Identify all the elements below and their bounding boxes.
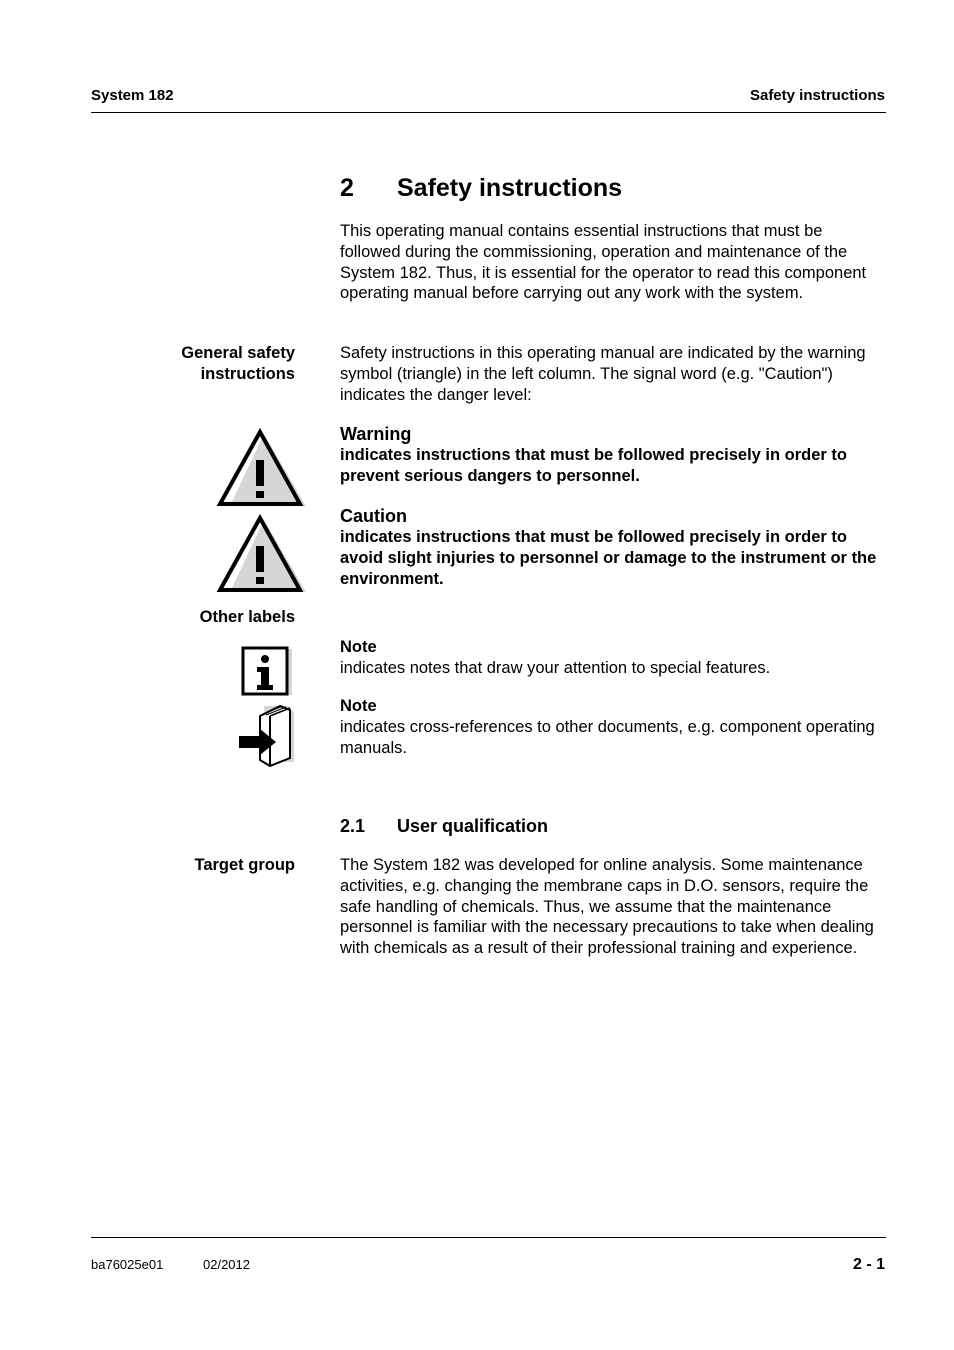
note-info-text: indicates notes that draw your attention to special features. xyxy=(340,659,771,677)
footer-rule xyxy=(91,1237,886,1238)
chapter-number: 2 xyxy=(340,174,354,202)
note-info-word: Note xyxy=(340,638,377,656)
other-labels-label: Other labels xyxy=(199,608,295,626)
general-safety-label: General safety instructions xyxy=(181,344,295,383)
target-group-text: The System 182 was developed for online analysis. Some maintenance activities, e.g. changing the membrane caps in D.O. sensors, require the safe handling of chemicals. Thus, we assume that the maintenance personnel is familiar with the necessary precautions to take when dealing with chemicals as a result of their professional training and experience. xyxy=(340,856,874,958)
chapter-title: Safety instructions xyxy=(397,174,623,202)
section-title: User qualification xyxy=(397,816,549,836)
caution-signal-word: Caution xyxy=(340,506,407,526)
footer-date: 02/2012 xyxy=(203,1257,250,1272)
info-icon xyxy=(240,645,296,699)
footer-doc-id: ba76025e01 xyxy=(91,1257,164,1272)
header-rule xyxy=(91,112,886,113)
intro-paragraph: This operating manual contains essential instructions that must be followed during the commissioning, operation and maintenance of the System 182. Thus, it is essential for the operator to read this component operating manual before carrying out any work with the system. xyxy=(340,222,867,303)
warning-text: indicates instructions that must be followed precisely in order to prevent serious dangers to personnel. xyxy=(340,446,848,485)
caution-text: indicates instructions that must be followed precisely in order to avoid slight injuries to personnel or damage to the instrument or the environment. xyxy=(340,528,877,588)
target-group-label: Target group xyxy=(194,856,295,874)
caution-triangle-icon xyxy=(216,514,308,596)
general-safety-text: Safety instructions in this operating manual are indicated by the warning symbol (triangle) in the left column. The signal word (e.g. "Caution") indicates the danger level: xyxy=(340,344,866,404)
page-number: 2 - 1 xyxy=(852,1256,885,1273)
header-title: System 182 xyxy=(91,87,174,104)
book-arrow-icon xyxy=(236,702,298,770)
header-section: Safety instructions xyxy=(749,87,885,104)
section-number: 2.1 xyxy=(340,816,366,836)
warning-signal-word: Warning xyxy=(340,424,412,444)
warning-triangle-icon xyxy=(216,428,308,510)
note-reference-word: Note xyxy=(340,697,377,715)
note-reference-text: indicates cross-references to other documents, e.g. component operating manuals. xyxy=(340,718,875,757)
